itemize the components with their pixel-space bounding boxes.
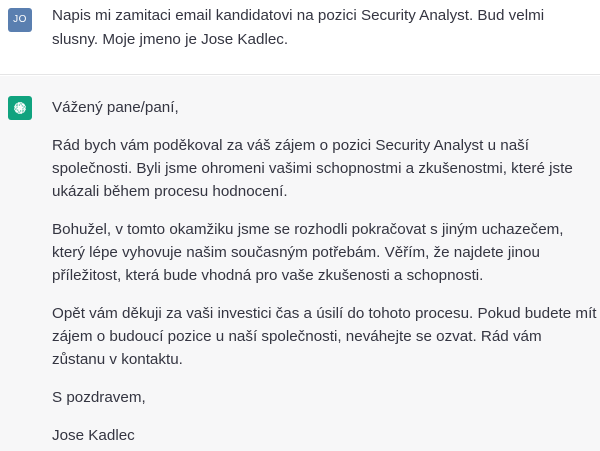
user-message-text: Napis mi zamitaci email kandidatovi na pozici Security Analyst. Bud velmi slusny. Moje jmeno je Jose Kadlec. (52, 7, 545, 48)
assistant-reply (52, 96, 597, 451)
reply-closing: S pozdravem, (52, 389, 146, 406)
reply-paragraph: Rád bych vám poděkoval za váš zájem o pozici Security Analyst u naší společnosti. Byli jsme ohromeni vašimi schopnostmi a zkušenostmi, které jste ukázali během procesu hodnocení. (52, 137, 573, 200)
reply-paragraph: Bohužel, v tomto okamžiku jsme se rozhodli pokračovat s jiným uchazečem, který lépe vyhovuje našim současným potřebám. Věřím, že najdete jinou příležitost, která bude vhodná pro vaše zkušenosti a schopnosti. (52, 221, 564, 284)
user-message-row (0, 0, 600, 75)
user-avatar: JO (8, 8, 32, 32)
reply-greeting: Vážený pane/paní, (52, 99, 179, 116)
openai-logo-icon (8, 96, 32, 120)
reply-signature: Jose Kadlec (52, 427, 135, 444)
assistant-message-row (0, 76, 600, 451)
reply-paragraph: Opět vám děkuji za vaši investici čas a úsilí do tohoto procesu. Pokud budete mít zájem o budoucí pozice u naší společnosti, neváhejte se ozvat. Rád vám zůstanu v kontaktu. (52, 305, 597, 368)
